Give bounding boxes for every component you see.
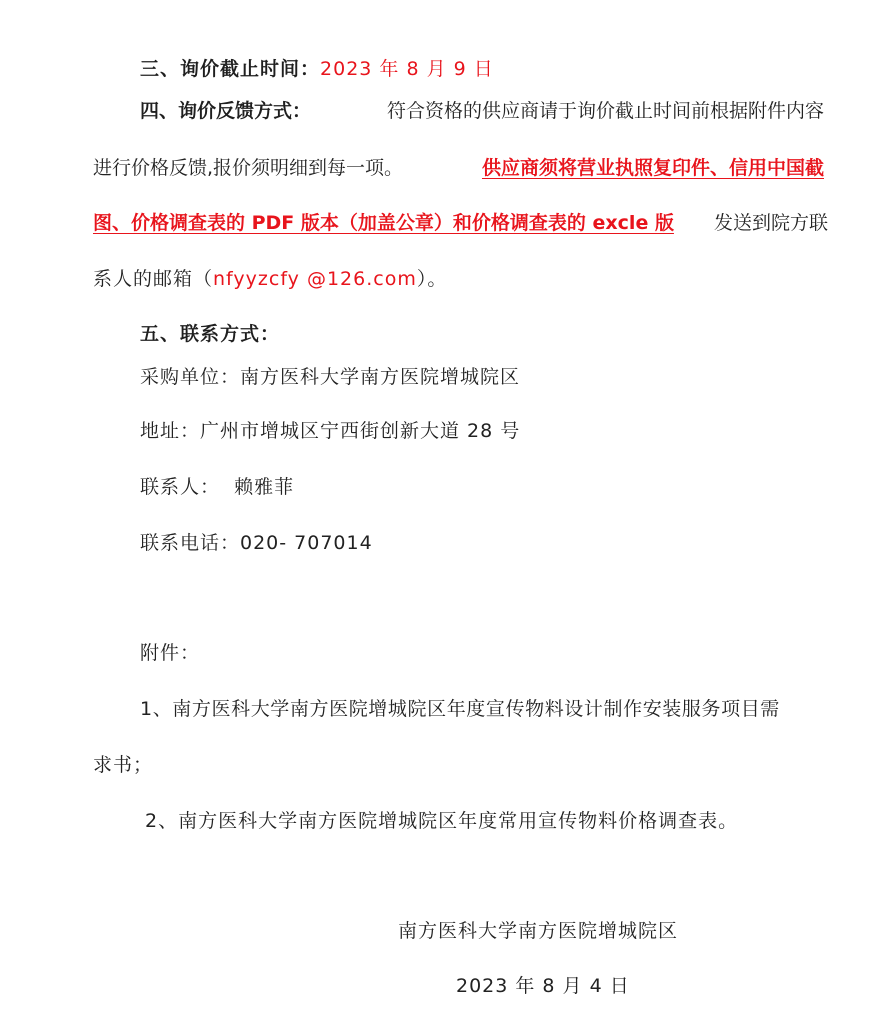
section-4-text-1: 符合资格的供应商请于询价截止时间前根据附件内容	[386, 100, 824, 122]
purchaser-unit: 采购单位：南方医科大学南方医院增城院区	[140, 366, 521, 388]
section-4-label: 四、询价反馈方式：	[140, 100, 312, 122]
contact-person: 联系人： 赖雅菲	[140, 476, 295, 498]
section-4-line-4	[93, 266, 447, 292]
section-4-line-1	[140, 98, 824, 124]
section-4-requirement-2: 图、价格调查表的 PDF 版本（加盖公章）和价格调查表的 excle 版	[93, 212, 674, 234]
attachments-label: 附件：	[140, 642, 201, 664]
signature-org: 南方医科大学南方医院增城院区	[398, 920, 679, 942]
signature-date: 2023 年 8 月 4 日	[456, 975, 630, 997]
attachment-1-line-2: 求书；	[93, 754, 154, 776]
section-4-line-3	[93, 210, 828, 236]
attachment-1-line-1: 1、南方医科大学南方医院增城院区年度宣传物料设计制作安装服务项目需	[140, 698, 780, 720]
deadline-date: 2023 年 8 月 9 日	[320, 58, 494, 80]
section-4-line-2	[93, 155, 824, 181]
attachment-2: 2、南方医科大学南方医院增城院区年度常用宣传物料价格调查表。	[145, 810, 739, 832]
contact-email: nfyyzcfy @126.com	[213, 268, 417, 290]
section-3-line	[140, 56, 494, 82]
section-4-text-2: 进行价格反馈,报价须明细到每一项。	[93, 157, 404, 179]
section-3-label: 三、询价截止时间：	[140, 58, 321, 80]
address: 地址：广州市增城区宁西街创新大道 28 号	[140, 420, 521, 442]
contact-phone: 联系电话：020- 707014	[140, 532, 373, 554]
email-prefix: 系人的邮箱（	[93, 268, 214, 290]
section-4-requirement-1: 供应商须将营业执照复印件、信用中国截	[481, 157, 824, 179]
section-5-label: 五、联系方式：	[140, 323, 281, 345]
section-4-text-3: 发送到院方联	[713, 212, 828, 234]
email-suffix: ）。	[416, 268, 448, 290]
